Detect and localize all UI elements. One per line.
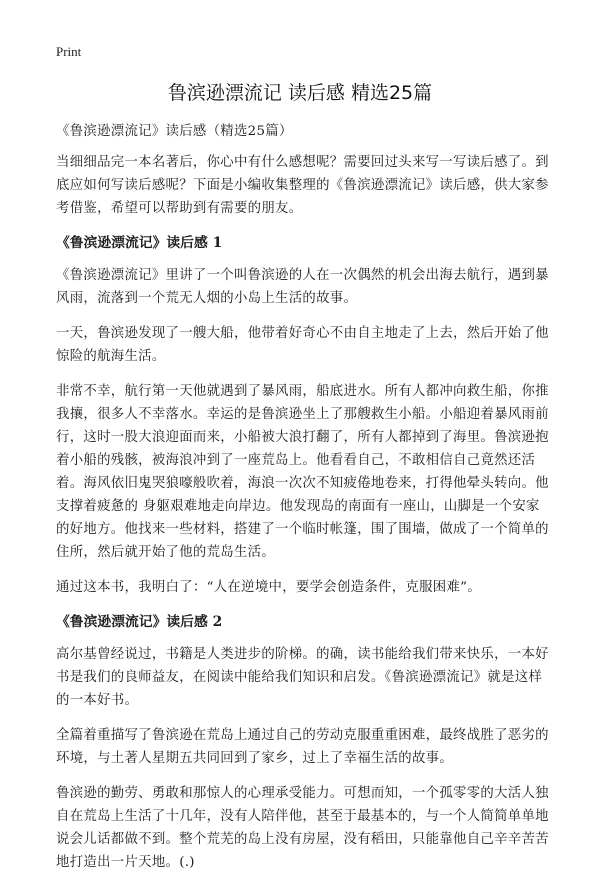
intro-paragraph: 当细细品完一本名著后，你心中有什么感想呢？需要回过头来写一写读后感了。到底应如何写读后感呢？下面是小编收集整理的《鲁滨逊漂流记》读后感，供大家参考借鉴，希望可以帮助到有需要的朋友。 [56, 155, 549, 216]
paragraph: 全篇着重描写了鲁滨逊在荒岛上通过自己的劳动克服重重困难，最终战胜了恶劣的环境，与土著人星期五共同回到了家乡，过上了幸福生活的故事。 [56, 728, 549, 766]
paragraph: 通过这本书，我明白了：“人在逆境中，要学会创造条件，克服困难”。 [56, 580, 482, 595]
page-title: 鲁滨逊漂流记 读后感 精选25篇 [167, 82, 433, 104]
print-link[interactable]: Print [56, 44, 82, 59]
section-heading: 《鲁滨逊漂流记》读后感 2 [56, 614, 223, 630]
paragraph: 一天，鲁滨逊发现了一艘大船，他带着好奇心不由自主地走了上去，然后开始了他惊险的航海生活。 [56, 326, 549, 364]
paragraph: 高尔基曾经说过，书籍是人类进步的阶梯。的确，读书能给我们带来快乐，一本好书是我们的良师益友，在阅读中能给我们知识和启发。《鲁滨逊漂流记》就是这样的一本好书。 [56, 647, 549, 708]
paragraph: 《鲁滨逊漂流记》里讲了一个叫鲁滨逊的人在一次偶然的机会出海去航行，遇到暴风雨，流落到一个荒无人烟的小岛上生活的故事。 [56, 268, 549, 306]
paragraph: 非常不幸，航行第一天他就遇到了暴风雨，船底进水。所有人都冲向救生船，你推我攘，很多人不幸落水。幸运的是鲁滨逊坐上了那艘救生小船。小船迎着暴风雨前行，这时一股大浪迎面而来，小船被大浪打翻了，所有人都掉到了海里。鲁滨逊抱着小船的残骸，被海浪冲到了一座荒岛上。他看看自己，不敢相信自己竟然还活着。海风依旧鬼哭狼嚎般吹着，海浪一次次不知疲倦地卷来，打得他晕头转向。他支撑着疲惫的 身躯艰难地走向岸边。他发现岛的南面有一座山，山脚是一个安家的好地方。他找来一些材料，搭建了一个临时帐篷，围了围墙，做成了一个简单的住所，然后就开始了他的荒岛生活。 [56, 384, 549, 560]
section-heading: 《鲁滨逊漂流记》读后感 1 [56, 235, 223, 251]
paragraph: 鲁滨逊的勤劳、勇敢和那惊人的心理承受能力。可想而知，一个孤零零的大活人独自在荒岛上生活了十几年，没有人陪伴他，甚至于最基本的，与一个人简简单单地说会儿话都做不到。整个荒芜的岛上没有房屋，没有稻田，只能靠他自己辛辛苦苦地打造出一片天地。(.) [56, 786, 549, 870]
article-body [56, 120, 552, 886]
article-subtitle: 《鲁滨逊漂流记》读后感（精选25篇） [56, 124, 293, 139]
